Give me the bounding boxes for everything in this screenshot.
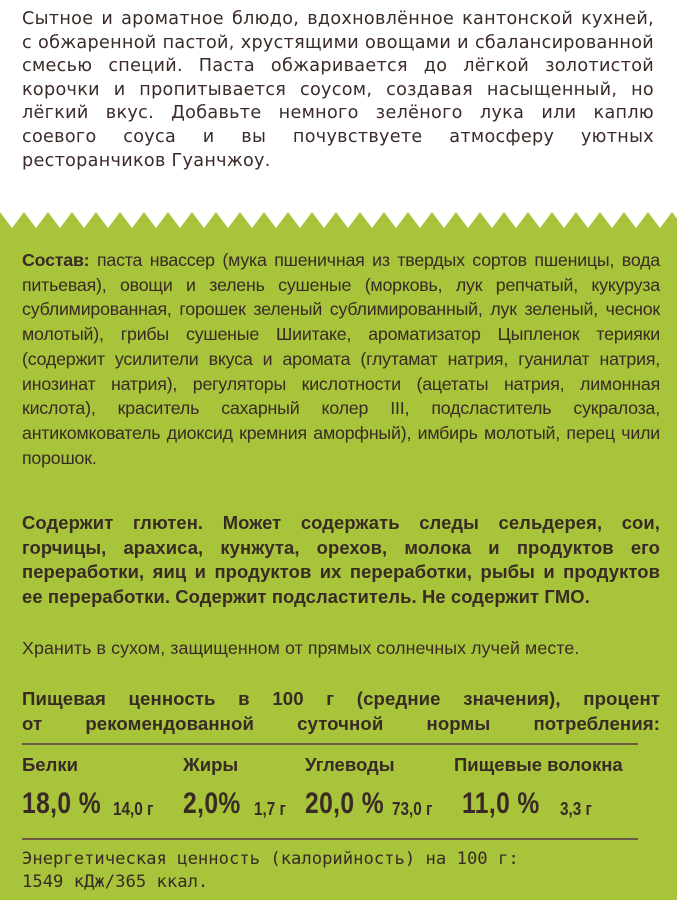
divider-bottom xyxy=(22,838,638,840)
nutrient-percent-fiber: 11,0 % xyxy=(462,787,540,820)
nutrient-name-fat: Жиры xyxy=(183,754,239,775)
nutrient-percent-carbs: 20,0 % xyxy=(305,787,385,820)
nutrition-title-line1: Пищевая ценность в 100 г (средние значения), процент xyxy=(22,688,660,709)
allergen-warning: Содержит глютен. Может содержать следы сельдерея, сои, горчицы, арахиса, кунжута, орехов, молока и продуктов его переработки, яиц и продуктов их переработки, рыбы и продуктов ее переработки. Содержит подсластитель. Не содержит ГМО. xyxy=(22,512,660,608)
nutrient-name-carbs: Углеводы xyxy=(305,754,395,775)
nutrition-title-line2: от рекомендованной суточной нормы потребления: xyxy=(22,713,660,734)
zigzag-edge xyxy=(0,204,677,228)
nutrient-grams-fiber: 3,3 г xyxy=(560,799,592,819)
nutrient-name-protein: Белки xyxy=(22,754,78,775)
nutrition-title xyxy=(22,686,660,736)
nutrient-name-fiber: Пищевые волокна xyxy=(454,754,623,775)
nutrient-grams-fat: 1,7 г xyxy=(254,799,286,819)
energy-value xyxy=(22,848,662,894)
description-panel xyxy=(0,0,677,210)
product-description: Сытное и ароматное блюдо, вдохновлённое кантонской кухней, с обжаренной пастой, хрустящими овощами и сбалансированной смесью специй. Паста обжаривается до лёгкой золотистой корочки и пропитывается соусом, создавая насыщенный, но лёгкий вкус. Добавьте немного зелёного лука или каплю соевого соуса и вы почувствуете атмосферу уютных ресторанчиков Гуанчжоу. xyxy=(22,9,654,171)
divider-top xyxy=(22,743,638,745)
nutrient-percent-protein: 18,0 % xyxy=(22,787,102,820)
composition-label: Состав: xyxy=(22,250,90,270)
storage-instructions: Хранить в сухом, защищенном от прямых солнечных лучей месте. xyxy=(22,638,580,658)
energy-line1: Энергетическая ценность (калорийность) на 100 г: xyxy=(22,849,519,869)
nutrient-grams-carbs: 73,0 г xyxy=(392,799,433,819)
nutrient-percent-fat: 2,0% xyxy=(183,787,241,820)
composition-body: паста нвассер (мука пшеничная из твердых сортов пшеницы, вода питьевая), овощи и зелень сушеные (морковь, лук репчатый, кукуруза сублимированная, горошек зеленый сублимированный, лук зеленый, чеснок молотый), грибы сушеные Шиитаке, ароматизатор Цыпленок терияки (содержит усилители вкуса и аромата (глутамат натрия, гуанилат натрия, инозинат натрия), регуляторы кислотности (ацетаты натрия, лимонная кислота), краситель сахарный колер III, подсластитель сукралоза, антикомкователь диоксид кремния аморфный), имбирь молотый, перец чили порошок. xyxy=(22,250,660,468)
energy-line2: 1549 кДж/365 ккал. xyxy=(22,872,209,892)
nutrient-grams-protein: 14,0 г xyxy=(113,799,154,819)
composition-text xyxy=(22,248,660,470)
